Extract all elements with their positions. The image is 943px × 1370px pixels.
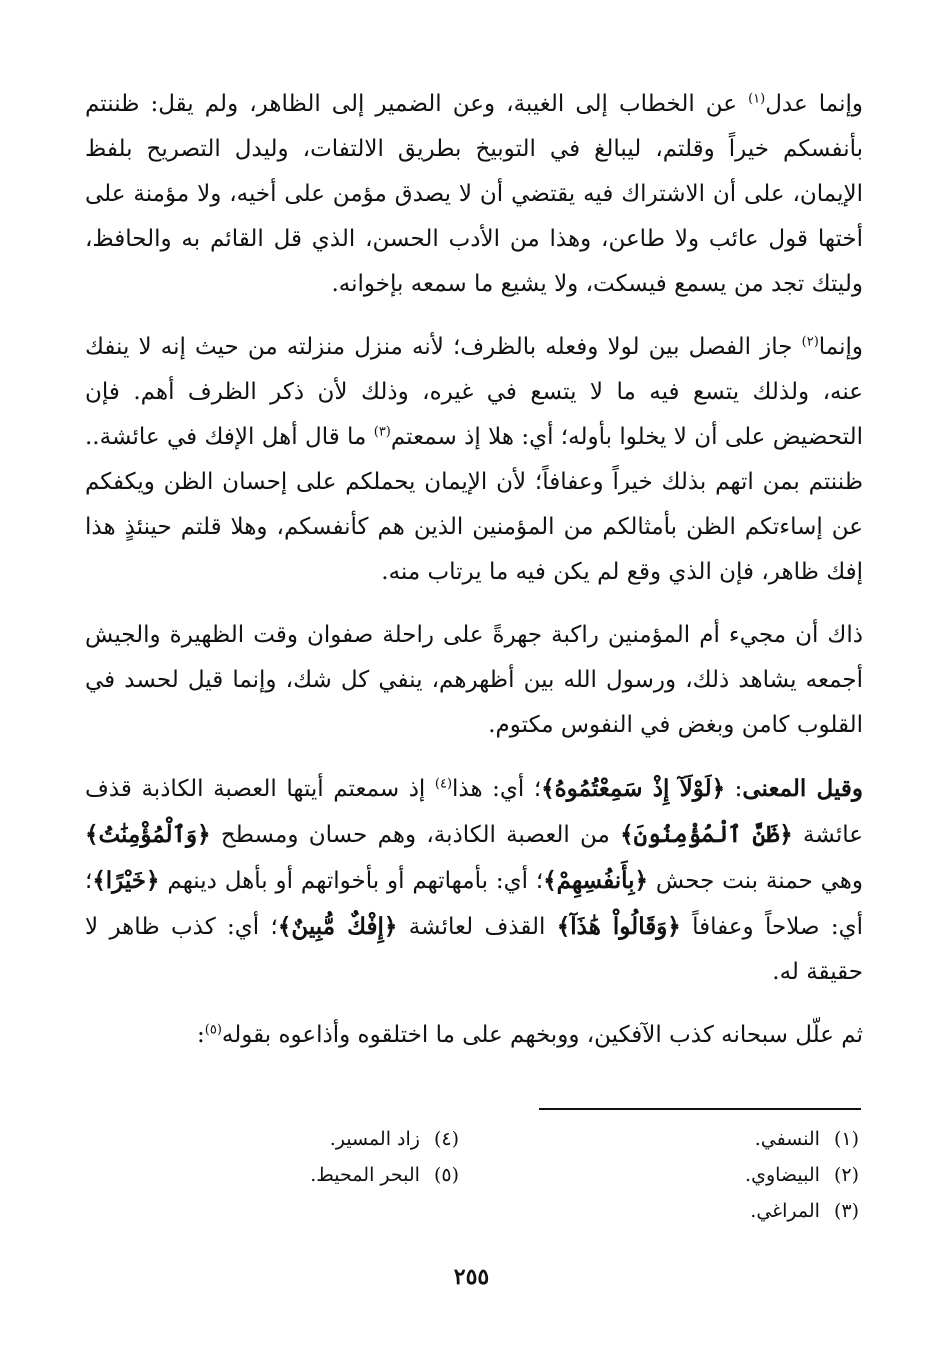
footnote-ref-2: (٢) <box>801 334 819 350</box>
quran-quote-5: ﴿خَيْرًا﴾ <box>92 867 160 894</box>
paragraph-4-text-1: ؛ أي: هذا <box>452 776 542 802</box>
footnote-ref-3: (٣) <box>373 424 391 440</box>
page-number: ٢٥٥ <box>453 1264 490 1290</box>
paragraph-1-text-a: وإنما عدل <box>765 91 863 117</box>
paragraph-4-lead: وقيل المعنى <box>742 775 863 802</box>
paragraph-4-text-4: وهي حمنة بنت جحش <box>648 868 863 894</box>
paragraph-4-text-8: ؛ أي: كذب ظاهر لا حقيقة له. <box>85 914 863 985</box>
footnote-2 <box>745 1162 859 1188</box>
quran-quote-7: ﴿إِفْكٌ مُّبِينٌ﴾ <box>277 913 398 940</box>
paragraph-5-text-a: ثم علّل سبحانه كذب الآفكين، ووبخهم على ما اختلقوه وأذاعوه بقوله <box>221 1022 863 1048</box>
quran-quote-2: ﴿ظَنَّ ٱلْمُؤْمِنُونَ﴾ <box>620 821 793 848</box>
footnote-ref-5: (٥) <box>204 1022 222 1038</box>
quran-quote-3: ﴿وَٱلْمُؤْمِنَٰتُ﴾ <box>85 821 211 848</box>
footnote-2-number: (٢) <box>833 1164 859 1186</box>
footnote-5-number: (٥) <box>433 1164 459 1186</box>
paragraph-4-text-7: القذف لعائشة <box>397 914 557 940</box>
footnote-4-text: زاد المسير. <box>329 1128 420 1150</box>
footnote-3-text: المراغي. <box>750 1200 820 1222</box>
paragraph-4-text-6: ؛ أي: صلاحاً وعفافاً <box>85 868 863 940</box>
paragraph-5 <box>85 1013 863 1058</box>
footnote-separator <box>539 1108 861 1110</box>
paragraph-1-text-b: عن الخطاب إلى الغيبة، وعن الضمير إلى الظاهر، ولم يقل: ظننتم بأنفسكم خيراً وقلتم، ليبالغ في التوبيخ بطريق الالتفات، وليدل التصريح بلفظ الإيمان، على أن الاشتراك فيه يقتضي أن لا يصدق مؤمن على أخيه، ولا مؤمنة على أختها قول عائب ولا طاعن، وهذا من الأدب الحسن، الذي قل القائم به والحافظ، وليتك تجد من يسمع فيسكت، ولا يشيع ما سمعه بإخوانه. <box>85 91 863 297</box>
footnote-4 <box>330 1126 459 1152</box>
paragraph-1 <box>85 82 863 307</box>
footnote-1-number: (١) <box>833 1128 859 1150</box>
quran-quote-6: ﴿وَقَالُواْ هَٰذَآ﴾ <box>556 913 681 940</box>
paragraph-4-text-5: ؛ أي: بأمهاتهم أو بأخواتهم أو بأهل دينهم <box>159 868 544 894</box>
footnote-3-number: (٣) <box>833 1200 859 1222</box>
footnote-5-text: البحر المحيط. <box>310 1164 420 1186</box>
footnote-3 <box>750 1198 859 1224</box>
footnote-ref-4: (٤) <box>434 776 453 792</box>
quran-quote-1: ﴿لَوْلَآ إِذْ سَمِعْتُمُوهُ﴾ <box>541 775 726 802</box>
paragraph-2 <box>85 325 863 595</box>
footnote-2-text: البيضاوي. <box>745 1164 820 1186</box>
paragraph-3 <box>85 613 863 748</box>
paragraph-4-text-3: من العصبة الكاذبة، وهم حسان ومسطح <box>210 822 621 848</box>
footnote-4-number: (٤) <box>433 1128 459 1150</box>
paragraph-3-text: ذاك أن مجيء أم المؤمنين راكبة جهرةً على راحلة صفوان وقت الظهيرة والجيش أجمعه يشاهد ذلك، ورسول الله بين أظهرهم، ينفي كل شك، وإنما قيل لحسد في القلوب كامن وبغض في النفوس مكتوم. <box>85 622 863 738</box>
paragraph-5-text-b: : <box>197 1022 205 1048</box>
paragraph-2-text-a: وإنما <box>818 334 863 360</box>
paragraph-4 <box>85 766 863 995</box>
quran-quote-4: ﴿بِأَنفُسِهِمْ﴾ <box>543 867 649 894</box>
footnote-1-text: النسفي. <box>754 1128 820 1150</box>
paragraph-4-colon: : <box>725 776 743 802</box>
paragraph-2-text-b: جاز الفصل بين لولا وفعله بالظرف؛ لأنه منزل منزلته من حيث إنه لا ينفك عنه، ولذلك يتسع فيه ما لا يتسع في غيره، وذلك لأن ذكر الظرف أهم. فإن التحضيض على أن لا يخلوا بأوله؛ أي: هلا إذ سمعتم <box>85 334 864 450</box>
footnote-5 <box>310 1162 459 1188</box>
footnote-ref-1: (١) <box>748 91 766 107</box>
paragraph-4-text-2: إذ سمعتم أيتها العصبة الكاذبة قذف عائشة <box>85 776 863 848</box>
footnote-1 <box>755 1126 859 1152</box>
paragraph-2-text-c: ما قال أهل الإفك في عائشة.. ظننتم بمن اتهم بذلك خيراً وعفافاً؛ لأن الإيمان يحملكم على إحسان الظن ويكفكم عن إساءتكم الظن بأمثالكم من المؤمنين الذين هم كأنفسكم، وهلا قلتم حينئذٍ هذا إفك ظاهر، فإن الذي وقع لم يكن فيه ما يرتاب منه. <box>85 424 863 585</box>
